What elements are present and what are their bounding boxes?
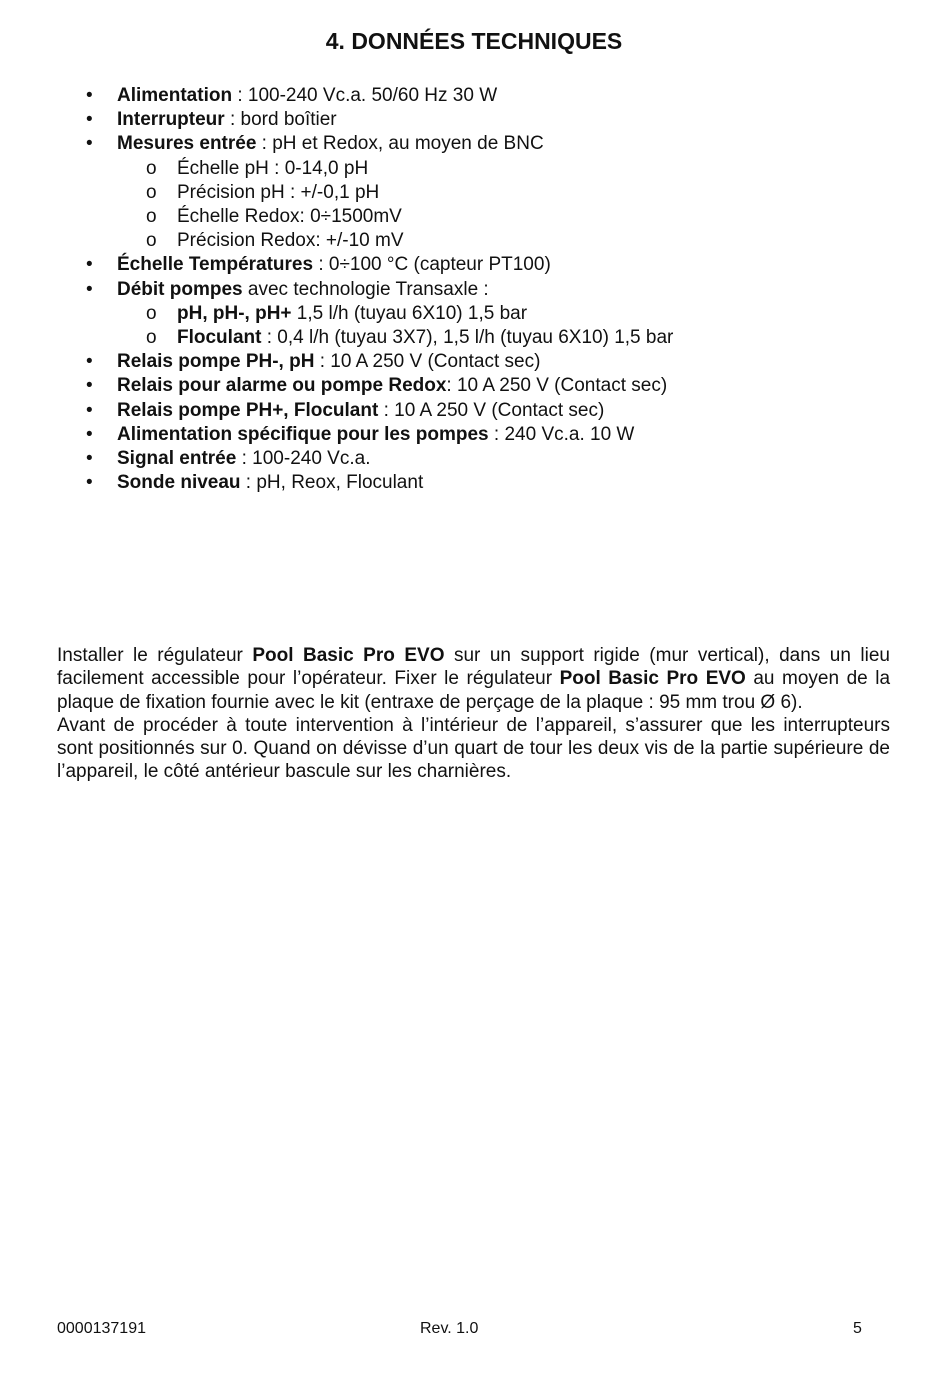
spec-value: avec technologie Transaxle : xyxy=(242,278,489,300)
spec-label: Sonde niveau xyxy=(117,472,241,494)
spec-item xyxy=(0,132,950,156)
spec-label: pH, pH-, pH+ xyxy=(177,302,292,324)
spec-item xyxy=(0,253,950,277)
bullet-icon: • xyxy=(86,472,93,494)
bullet-icon: • xyxy=(86,85,93,106)
sub-bullet-icon: o xyxy=(146,157,157,179)
spec-subitem xyxy=(0,205,950,229)
spec-item xyxy=(0,447,950,471)
technical-specs-list xyxy=(0,84,950,495)
spec-value: Échelle pH : 0-14,0 pH xyxy=(177,157,369,179)
spec-subitem xyxy=(0,157,950,181)
spec-label: Floculant xyxy=(177,327,262,349)
section-title: 4. DONNÉES TECHNIQUES xyxy=(325,28,623,54)
revision: Rev. 1.0 xyxy=(420,1320,479,1337)
sub-bullet-icon: o xyxy=(146,230,157,252)
bullet-icon: • xyxy=(86,448,93,470)
spec-value: : 100-240 Vc.a. xyxy=(236,448,371,470)
sub-bullet-icon: o xyxy=(146,181,157,203)
sub-bullet-icon: o xyxy=(146,206,157,228)
spec-value: 1,5 l/h (tuyau 6X10) 1,5 bar xyxy=(291,302,528,324)
spec-value: : 10 A 250 V (Contact sec) xyxy=(446,375,668,397)
spec-value: : 10 A 250 V (Contact sec) xyxy=(314,351,541,373)
spec-item xyxy=(0,423,950,447)
spec-value: Précision Redox: +/-10 mV xyxy=(177,230,404,252)
spec-label: Relais pour alarme ou pompe Redox xyxy=(117,375,447,397)
spec-label: Interrupteur xyxy=(117,109,225,131)
bullet-icon: • xyxy=(86,399,93,421)
sub-bullet-icon: o xyxy=(146,327,157,349)
bullet-icon: • xyxy=(86,351,93,373)
spec-value: : 10 A 250 V (Contact sec) xyxy=(378,399,605,421)
spec-subitem xyxy=(0,326,950,350)
spec-value: : pH, Reox, Floculant xyxy=(240,472,424,494)
installation-text-1: Installer le régulateur Pool Basic Pro EVO sur un support rigide (mur vertical), dans un lieu facilement accessible pour l’opérateur. Fixer le régulateur Pool Basic Pro EVO au moyen de la plaque de fixation fournie avec le kit (entraxe de perçage de la plaque : 95 mm trou Ø 6). xyxy=(57,645,891,713)
page-number: 5 xyxy=(853,1320,862,1337)
bullet-icon: • xyxy=(86,109,93,131)
bullet-icon: • xyxy=(86,254,93,276)
spec-item xyxy=(0,108,950,132)
spec-item xyxy=(0,399,950,423)
bullet-icon: • xyxy=(86,278,93,300)
spec-value: : bord boîtier xyxy=(224,109,337,131)
spec-subitem xyxy=(0,229,950,253)
spec-label: Échelle Températures xyxy=(117,254,314,276)
spec-item xyxy=(0,350,950,374)
bullet-icon: • xyxy=(86,133,93,155)
spec-value: : 0,4 l/h (tuyau 3X7), 1,5 l/h (tuyau 6X10) 1,5 bar xyxy=(261,327,674,349)
spec-label: Signal entrée xyxy=(117,448,237,470)
product-name: Pool Basic Pro EVO xyxy=(559,668,746,690)
spec-label: Relais pompe PH-, pH xyxy=(117,351,315,373)
spec-label: Débit pompes xyxy=(117,278,243,300)
installation-paragraph xyxy=(57,644,890,784)
spec-subitem xyxy=(0,302,950,326)
spec-value: Précision pH : +/-0,1 pH xyxy=(177,181,380,203)
spec-label: Alimentation spécifique pour les pompes xyxy=(117,423,489,445)
spec-item xyxy=(0,84,950,108)
bullet-icon: • xyxy=(86,375,93,397)
spec-label: Alimentation xyxy=(117,85,233,106)
spec-value: : 100-240 Vc.a. 50/60 Hz 30 W xyxy=(232,85,498,106)
bullet-icon: • xyxy=(86,423,93,445)
spec-item xyxy=(0,278,950,302)
spec-label: Relais pompe PH+, Floculant xyxy=(117,399,379,421)
spec-value: : 240 Vc.a. 10 W xyxy=(488,423,635,445)
spec-item xyxy=(0,374,950,398)
spec-value: : 0÷100 °C (capteur PT100) xyxy=(313,254,551,276)
spec-subitem xyxy=(0,181,950,205)
spec-value: Échelle Redox: 0÷1500mV xyxy=(177,206,402,228)
product-name: Pool Basic Pro EVO xyxy=(252,645,445,666)
document-number: 0000137191 xyxy=(57,1320,146,1337)
installation-text-2: Avant de procéder à toute intervention à l’intérieur de l’appareil, s’assurer que les interrupteurs sont positionnés sur 0. Quand on dévisse d’un quart de tour les deux vis de la partie supérieure de l’appareil, le côté antérieur bascule sur les charnières. xyxy=(57,714,890,783)
spec-label: Mesures entrée xyxy=(117,133,257,155)
spec-item xyxy=(0,471,950,495)
spec-value: : pH et Redox, au moyen de BNC xyxy=(256,133,544,155)
sub-bullet-icon: o xyxy=(146,302,157,324)
